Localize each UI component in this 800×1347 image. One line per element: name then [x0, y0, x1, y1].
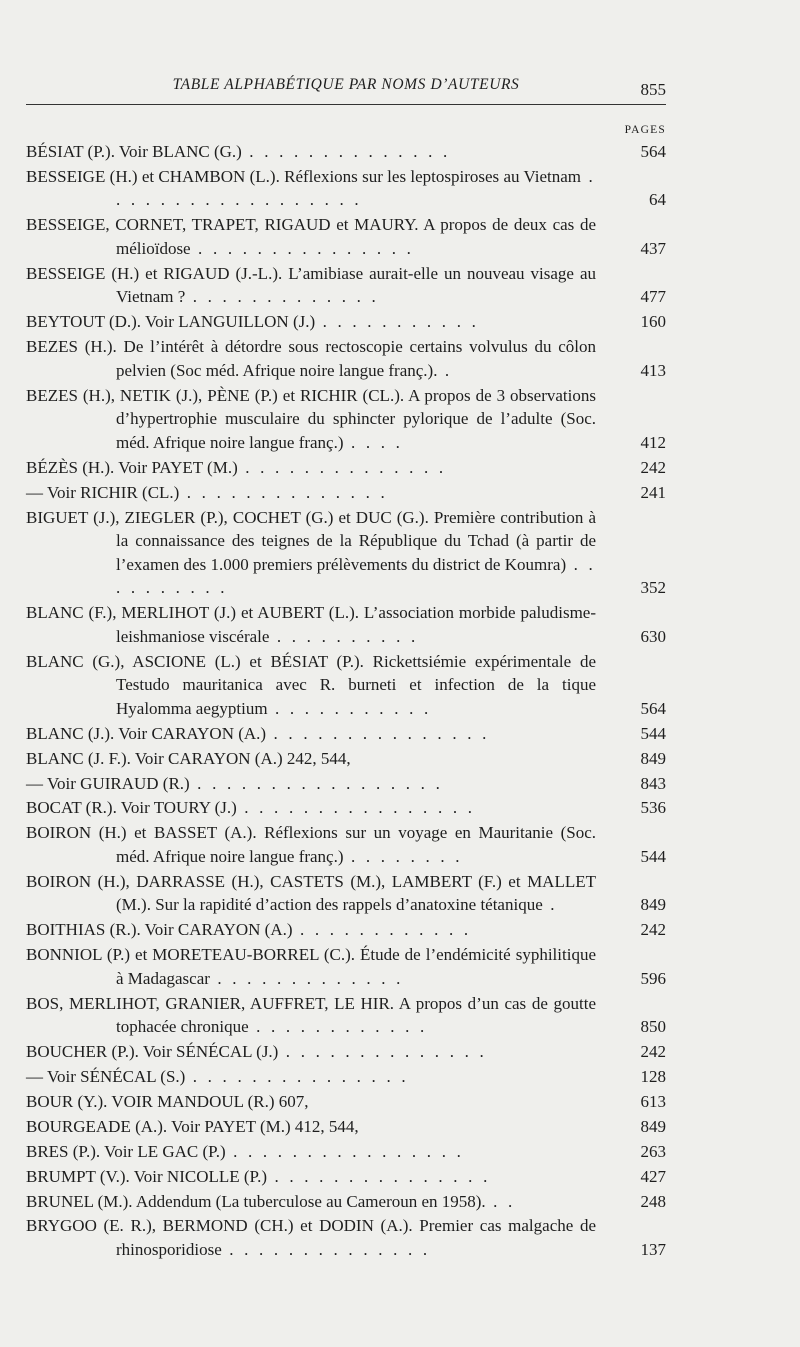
entry-page: 412	[640, 432, 666, 452]
entry-text: BOUR (Y.). VOIR MANDOUL (R.) 607,	[26, 1091, 309, 1111]
page-number: 855	[640, 80, 666, 99]
running-title: TABLE ALPHABÉTIQUE PAR NOMS D’AUTEURS	[172, 76, 520, 93]
entry-page: 849	[640, 1116, 666, 1136]
index-entry: BRUMPT (V.). Voir NICOLLE (P.) . . . . . . . . . . . . . . . 427	[26, 1165, 666, 1189]
index-entry: BRUNEL (M.). Addendum (La tuberculose au Cameroun en 1958). . . 248	[26, 1190, 666, 1214]
index-entry: — Voir GUIRAUD (R.) . . . . . . . . . . . . . . . . . 843	[26, 772, 666, 796]
entry-text: BOS, MERLIHOT, GRANIER, AUFFRET, LE HIR. A propos d’un cas de goutte tophacée chronique	[26, 993, 596, 1037]
entry-page: 248	[640, 1191, 666, 1211]
entry-page: 849	[640, 748, 666, 768]
index-entry: BLANC (F.), MERLIHOT (J.) et AUBERT (L.). L’association morbide paludisme-leishmaniose viscérale . . . . . . . . . . 630	[26, 601, 666, 648]
author-index	[26, 140, 666, 1263]
index-entry: BOUCHER (P.). Voir SÉNÉCAL (J.) . . . . . . . . . . . . . . 242	[26, 1040, 666, 1064]
entry-text: BOIRON (H.), DARRASSE (H.), CASTETS (M.), LAMBERT (F.) et MALLET (M.). Sur la rapidité d’action des rappels d’anatoxine tétanique	[26, 871, 596, 915]
index-entry	[26, 1115, 666, 1139]
index-entry: BLANC (G.), ASCIONE (L.) et BÉSIAT (P.). Rickettsiémie expérimentale de Testudo mauritanica avec R. burneti et infection de la tique Hyalomma aegyptium . . . . . . . . . . . 564	[26, 650, 666, 721]
index-entry: BEZES (H.), NETIK (J.), PÈNE (P.) et RICHIR (CL.). A propos de 3 observations d’hypertrophie musculaire du sphincter pylorique de l’adulte (Soc. méd. Afrique noire langue franç.) . . . . 412	[26, 384, 666, 455]
entry-text: BÉZÈS (H.). Voir PAYET (M.)	[26, 457, 238, 477]
header-rule	[26, 104, 666, 105]
entry-page: 843	[640, 773, 666, 793]
index-entry: BOCAT (R.). Voir TOURY (J.) . . . . . . . . . . . . . . . . 536	[26, 796, 666, 820]
index-entry: BESSEIGE (H.) et RIGAUD (J.-L.). L’amibiase aurait-elle un nouveau visage au Vietnam ? . . . . . . . . . . . . . 477	[26, 262, 666, 309]
entry-text: BEYTOUT (D.). Voir LANGUILLON (J.)	[26, 312, 316, 332]
index-entry: BEYTOUT (D.). Voir LANGUILLON (J.) . . . . . . . . . . . 160	[26, 310, 666, 334]
entry-page: 128	[640, 1067, 666, 1087]
index-entry: BOS, MERLIHOT, GRANIER, AUFFRET, LE HIR. A propos d’un cas de goutte tophacée chronique . . . . . . . . . . . . 850	[26, 992, 666, 1039]
index-entry	[26, 1090, 666, 1114]
entry-page: 564	[640, 698, 666, 718]
entry-page: 64	[649, 190, 666, 210]
entry-page: 242	[640, 457, 666, 477]
entry-text: BOUCHER (P.). Voir SÉNÉCAL (J.)	[26, 1042, 279, 1062]
entry-page: 413	[640, 360, 666, 380]
entry-text: BRUNEL (M.). Addendum (La tuberculose au Cameroun en 1958).	[26, 1191, 486, 1211]
index-entry: BOIRON (H.) et BASSET (A.). Réflexions sur un voyage en Mauritanie (Soc. méd. Afrique noire langue franç.) . . . . . . . . 544	[26, 821, 666, 868]
index-entry: BRYGOO (E. R.), BERMOND (CH.) et DODIN (A.). Premier cas malgache de rhinosporidiose . . . . . . . . . . . . . . 137	[26, 1214, 666, 1261]
entry-page: 849	[640, 895, 666, 915]
entry-text: BLANC (J.). Voir CARAYON (A.)	[26, 723, 267, 743]
entry-page: 850	[640, 1017, 666, 1037]
entry-page: 241	[640, 482, 666, 502]
entry-text: BRUMPT (V.). Voir NICOLLE (P.)	[26, 1166, 268, 1186]
entry-page: 263	[640, 1141, 666, 1161]
entry-text: BESSEIGE (H.) et CHAMBON (L.). Réflexions sur les leptospiroses au Vietnam	[26, 166, 582, 186]
entry-text: — Voir GUIRAUD (R.)	[26, 773, 190, 793]
entry-text: — Voir RICHIR (CL.)	[26, 482, 180, 502]
entry-text: BÉSIAT (P.). Voir BLANC (G.)	[26, 142, 242, 161]
entry-text: BRYGOO (E. R.), BERMOND (CH.) et DODIN (A.). Premier cas malgache de rhinosporidiose	[26, 1216, 596, 1260]
index-entry: BOITHIAS (R.). Voir CARAYON (A.) . . . . . . . . . . . . 242	[26, 918, 666, 942]
entry-text: BOCAT (R.). Voir TOURY (J.)	[26, 798, 237, 818]
index-entry	[26, 747, 666, 771]
index-entry: BÉZÈS (H.). Voir PAYET (M.) . . . . . . . . . . . . . . 242	[26, 456, 666, 480]
entry-text: BEZES (H.). De l’intérêt à détordre sous rectoscopie certains volvulus du côlon pelvien (Soc méd. Afrique noire langue franç.).	[26, 337, 596, 380]
entry-text: BEZES (H.), NETIK (J.), PÈNE (P.) et RICHIR (CL.). A propos de 3 observations d’hypertrophie musculaire du sphincter pylorique de l’adulte (Soc. méd. Afrique noire langue franç.)	[26, 385, 596, 452]
index-entry: BÉSIAT (P.). Voir BLANC (G.) . . . . . . . . . . . . . . 564	[26, 140, 666, 164]
entry-page: 352	[640, 578, 666, 598]
entry-page: 596	[640, 968, 666, 988]
entry-page: 544	[640, 723, 666, 743]
index-entry: — Voir SÉNÉCAL (S.) . . . . . . . . . . . . . . . 128	[26, 1065, 666, 1089]
index-entry: BIGUET (J.), ZIEGLER (P.), COCHET (G.) et DUC (G.). Première contribution à la connaissance des teignes de la République du Tchad (à partir de l’examen des 1.000 premiers prélèvements du district de Koumra) . . . . . . . . . . 352	[26, 506, 666, 600]
entry-page: 613	[640, 1091, 666, 1111]
index-entry: BESSEIGE (H.) et CHAMBON (L.). Réflexions sur les leptospiroses au Vietnam . . . . . . . . . . . . . . . . . . 64	[26, 165, 666, 212]
entry-page: 427	[640, 1166, 666, 1186]
pages-column-label: PAGES	[624, 124, 666, 136]
entry-text: BLANC (F.), MERLIHOT (J.) et AUBERT (L.). L’association morbide paludisme-leishmaniose viscérale	[26, 603, 596, 646]
entry-page: 242	[640, 1042, 666, 1062]
entry-page: 544	[640, 846, 666, 866]
index-entry: BOIRON (H.), DARRASSE (H.), CASTETS (M.), LAMBERT (F.) et MALLET (M.). Sur la rapidité d’action des rappels d’anatoxine tétanique . 849	[26, 870, 666, 917]
entry-page: 536	[640, 798, 666, 818]
index-entry: BRES (P.). Voir LE GAC (P.) . . . . . . . . . . . . . . . . 263	[26, 1140, 666, 1164]
entry-text: BLANC (J. F.). Voir CARAYON (A.) 242, 544,	[26, 748, 351, 768]
index-entry: BESSEIGE, CORNET, TRAPET, RIGAUD et MAURY. A propos de deux cas de mélioïdose . . . . . . . . . . . . . . . 437	[26, 213, 666, 260]
entry-text: BOURGEADE (A.). Voir PAYET (M.) 412, 544,	[26, 1116, 359, 1136]
entry-text: BLANC (G.), ASCIONE (L.) et BÉSIAT (P.). Rickettsiémie expérimentale de Testudo mauritanica avec R. burneti et infection de la tique Hyalomma aegyptium	[26, 651, 596, 718]
entry-page: 242	[640, 920, 666, 940]
index-entry: BONNIOL (P.) et MORETEAU-BORREL (C.). Étude de l’endémicité syphilitique à Madagascar . . . . . . . . . . . . . 596	[26, 943, 666, 990]
entry-text: BRES (P.). Voir LE GAC (P.)	[26, 1141, 226, 1161]
entry-text: BOITHIAS (R.). Voir CARAYON (A.)	[26, 920, 293, 940]
index-entry: BLANC (J.). Voir CARAYON (A.) . . . . . . . . . . . . . . . 544	[26, 722, 666, 746]
entry-page: 477	[640, 287, 666, 307]
entry-text: BIGUET (J.), ZIEGLER (P.), COCHET (G.) et DUC (G.). Première contribution à la connaissance des teignes de la République du Tchad (à partir de l’examen des 1.000 premiers prélèvements du district de Koumra)	[26, 507, 596, 574]
entry-text: BESSEIGE, CORNET, TRAPET, RIGAUD et MAURY. A propos de deux cas de mélioïdose	[26, 215, 596, 258]
index-entry: BEZES (H.). De l’intérêt à détordre sous rectoscopie certains volvulus du côlon pelvien (Soc méd. Afrique noire langue franç.). . 413	[26, 335, 666, 382]
entry-page: 630	[640, 626, 666, 646]
entry-page: 137	[640, 1240, 666, 1260]
page-header	[26, 76, 666, 100]
entry-page: 437	[640, 238, 666, 258]
entry-text: BESSEIGE (H.) et RIGAUD (J.-L.). L’amibiase aurait-elle un nouveau visage au Vietnam ?	[26, 263, 596, 307]
entry-page: 160	[640, 312, 666, 332]
index-entry: — Voir RICHIR (CL.) . . . . . . . . . . . . . . 241	[26, 481, 666, 505]
entry-page: 564	[640, 142, 666, 161]
entry-text: BONNIOL (P.) et MORETEAU-BORREL (C.). Étude de l’endémicité syphilitique à Madagascar	[26, 945, 596, 988]
entry-text: — Voir SÉNÉCAL (S.)	[26, 1067, 186, 1087]
entry-text: BOIRON (H.) et BASSET (A.). Réflexions sur un voyage en Mauritanie (Soc. méd. Afrique noire langue franç.)	[26, 823, 596, 866]
